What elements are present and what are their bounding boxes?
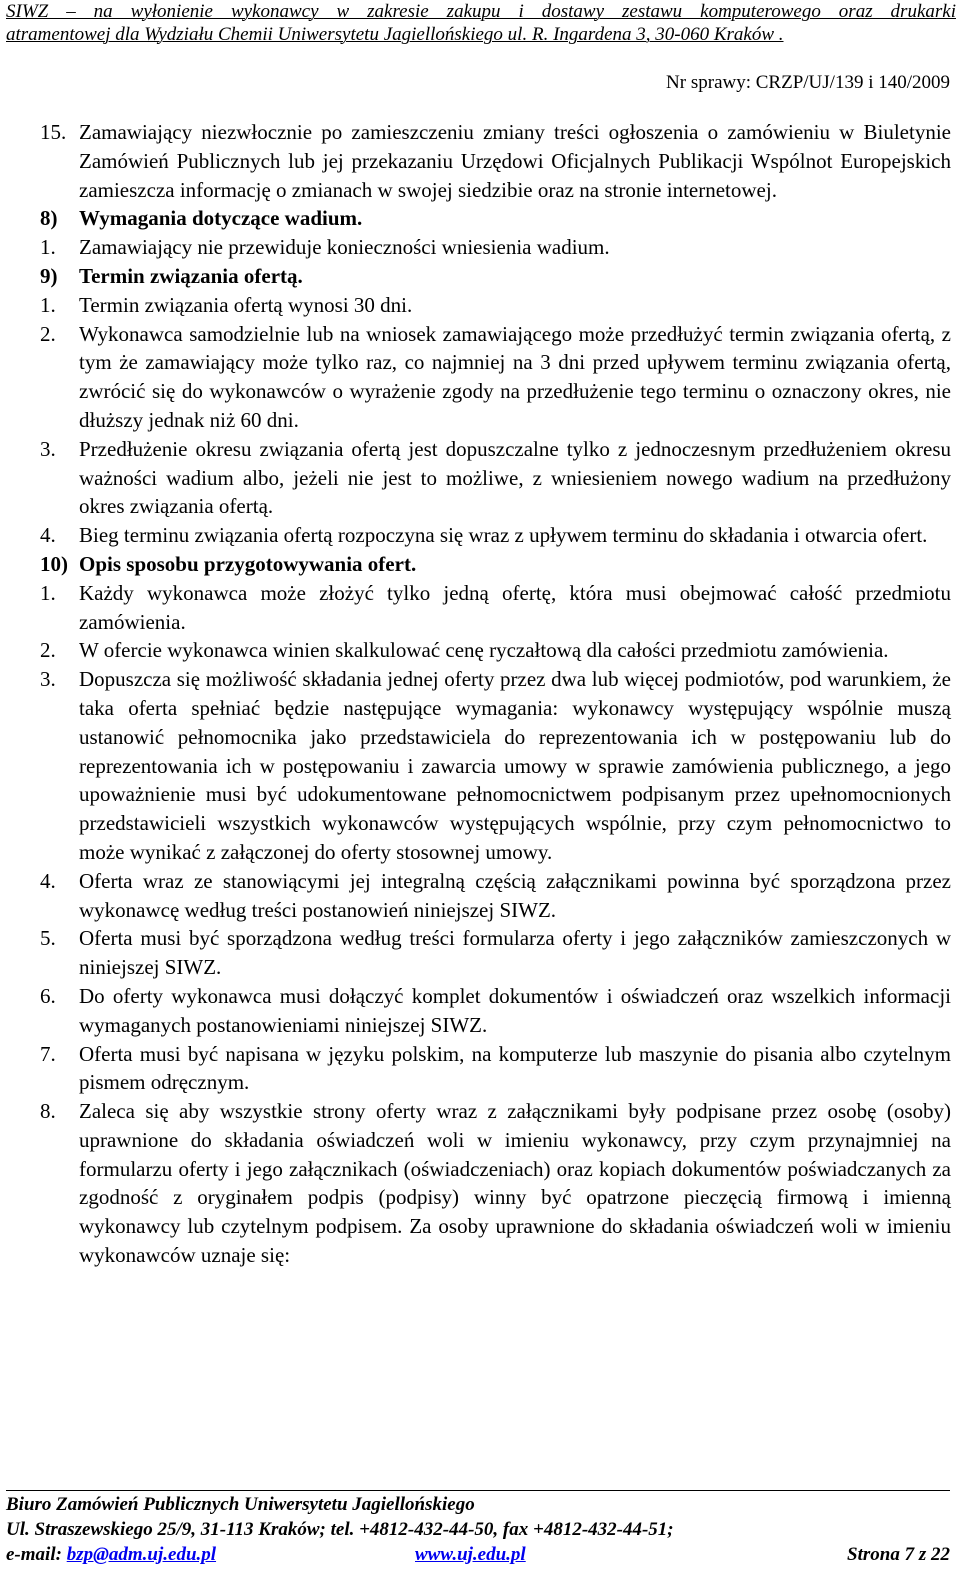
paragraph-15: [40, 118, 951, 204]
item-number: 3.: [40, 436, 56, 461]
item-number: 1.: [40, 235, 56, 260]
item-text: Zamawiający nie przewiduje konieczności wniesienia wadium.: [79, 235, 610, 260]
list-item: [40, 233, 951, 262]
item-number: 5.: [40, 926, 56, 951]
section-title: Opis sposobu przygotowywania ofert.: [79, 551, 417, 576]
page-number: Strona 7 z 22: [847, 1544, 950, 1565]
item-number: 2.: [40, 638, 56, 663]
list-item: [40, 320, 951, 435]
item-number: 2.: [40, 321, 56, 346]
case-number: Nr sprawy: CRZP/UJ/139 i 140/2009: [666, 72, 950, 93]
header-line-1: SIWZ – na wyłonienie wykonawcy w zakresie zakupu i dostawy zestawu komputerowego oraz drukarki: [6, 1, 956, 22]
item-text: Termin związania ofertą wynosi 30 dni.: [79, 292, 413, 317]
email-link[interactable]: bzp@adm.uj.edu.pl: [66, 1544, 217, 1565]
list-item: [40, 435, 951, 521]
email-label: e-mail:: [6, 1544, 62, 1565]
item-text: Oferta musi być sporządzona według treści formularza oferty i jego załączników zamieszczonych w niniejszej SIWZ.: [79, 926, 951, 980]
footer-contact-row: [6, 1542, 950, 1567]
item-number: 3.: [40, 667, 56, 692]
list-item: [40, 924, 951, 982]
item-number: 6.: [40, 983, 56, 1008]
item-text: Oferta wraz ze stanowiącymi jej integralną częścią załącznikami powinna być sporządzona przez wykonawcę według treści postanowień niniejszej SIWZ.: [79, 868, 951, 922]
list-item: [40, 665, 951, 867]
footer-divider: [6, 1490, 950, 1491]
paragraph-number: 15.: [40, 120, 67, 144]
section-number: 8): [40, 206, 58, 231]
item-text: W ofercie wykonawca winien skalkulować cenę ryczałtową dla całości przedmiotu zamówienia.: [79, 638, 889, 663]
section-heading-9: [40, 262, 951, 291]
list-item: [40, 291, 951, 320]
section-number: 10): [40, 551, 68, 576]
item-text: Każdy wykonawca może złożyć tylko jedną ofertę, która musi obejmować całość przedmiotu zamówienia.: [79, 580, 951, 634]
item-text: Wykonawca samodzielnie lub na wniosek zamawiającego może przedłużyć termin związania ofertą, z tym że zamawiający może tylko raz, co najmniej na 3 dni przed upływem terminu związania ofertą, zwrócić się do wykonawców o wyrażenie zgody na przedłużenie tego terminu o oznaczony okres, nie dłuższy jednak niż 60 dni.: [79, 321, 951, 432]
item-number: 1.: [40, 580, 56, 605]
section-title: Wymagania dotyczące wadium.: [79, 206, 363, 231]
footer-office-name: Biuro Zamówień Publicznych Uniwersytetu Jagiellońskiego: [6, 1494, 475, 1515]
item-number: 1.: [40, 292, 56, 317]
item-number: 8.: [40, 1099, 56, 1124]
section-title: Termin związania ofertą.: [79, 263, 303, 288]
list-item: [40, 982, 951, 1040]
header-line-2: atramentowej dla Wydziału Chemii Uniwersytetu Jagiellońskiego ul. R. Ingardena 3, 30-060 Kraków .: [6, 24, 784, 45]
list-item: [40, 867, 951, 925]
item-number: 4.: [40, 523, 56, 548]
list-item: [40, 1040, 951, 1098]
page-footer: [6, 1492, 950, 1567]
item-text: Zaleca się aby wszystkie strony oferty wraz z załącznikami były podpisane przez osobę (osoby) uprawnione do składania oświadczeń woli w imieniu wykonawcy, przy czym przynajmniej na formularzu oferty i jego załącznikach (oświadczeniach) oraz kopiach dokumentów poświadczanych za zgodność z oryginałem podpis (podpisy) winny być opatrzone pieczęcią firmową i imienną wykonawcy lub czytelnym podpisem. Za osoby uprawnione do składania oświadczeń woli w imieniu wykonawców uznaje się:: [79, 1099, 951, 1268]
list-item: [40, 521, 951, 550]
list-item: [40, 636, 951, 665]
footer-email: [6, 1542, 216, 1567]
item-number: 4.: [40, 868, 56, 893]
item-text: Bieg terminu związania ofertą rozpoczyna się wraz z upływem terminu do składania i otwarcia ofert.: [79, 523, 928, 548]
item-text: Oferta musi być napisana w języku polskim, na komputerze lub maszynie do pisania albo czytelnym pismem odręcznym.: [79, 1041, 951, 1095]
item-number: 7.: [40, 1041, 56, 1066]
item-text: Do oferty wykonawca musi dołączyć komplet dokumentów i oświadczeń oraz wszelkich informacji wymaganych postanowieniami niniejszej SIWZ.: [79, 983, 951, 1037]
page-header: [6, 0, 956, 46]
paragraph-text: Zamawiający niezwłocznie po zamieszczeniu zmiany treści ogłoszenia o zamówieniu w Biuletynie Zamówień Publicznych lub jej przekazaniu Urzędowi Oficjalnych Publikacji Wspólnot Europejskich zamieszcza informację o zmianach w swojej siedzibie oraz na stronie internetowej.: [79, 120, 951, 202]
website-link[interactable]: www.uj.edu.pl: [415, 1544, 526, 1565]
footer-address: Ul. Straszewskiego 25/9, 31-113 Kraków; tel. +4812-432-44-50, fax +4812-432-44-51;: [6, 1519, 674, 1540]
list-item: [40, 579, 951, 637]
list-item: [40, 1097, 951, 1270]
item-text: Przedłużenie okresu związania ofertą jest dopuszczalne tylko z jednoczesnym przedłużeniem okresu ważności wadium albo, jeżeli nie jest to możliwe, z wniesieniem nowego wadium na przedłużony okres związania ofertą.: [79, 436, 951, 519]
section-heading-10: [40, 550, 951, 579]
item-text: Dopuszcza się możliwość składania jednej oferty przez dwa lub więcej podmiotów, pod warunkiem, że taka oferta spełniać będzie następujące wymagania: wykonawcy występujący wspólnie muszą ustanowić pełnomocnika jako przedstawiciela do reprezentowania ich w postępowaniu lub do reprezentowania ich w postępowaniu i zawarcia umowy w sprawie zamówienia publicznego, a jego upoważnienie musi być udokumentowane pełnomocnictwem podpisanym przez upełnomocnionych przedstawicieli wszystkich wykonawców występujących wspólnie, przy czym pełnomocnictwo to może wynikać z załączonej do oferty stosownej umowy.: [79, 667, 951, 864]
section-heading-8: [40, 204, 951, 233]
document-body: [40, 118, 951, 1270]
section-number: 9): [40, 263, 58, 288]
